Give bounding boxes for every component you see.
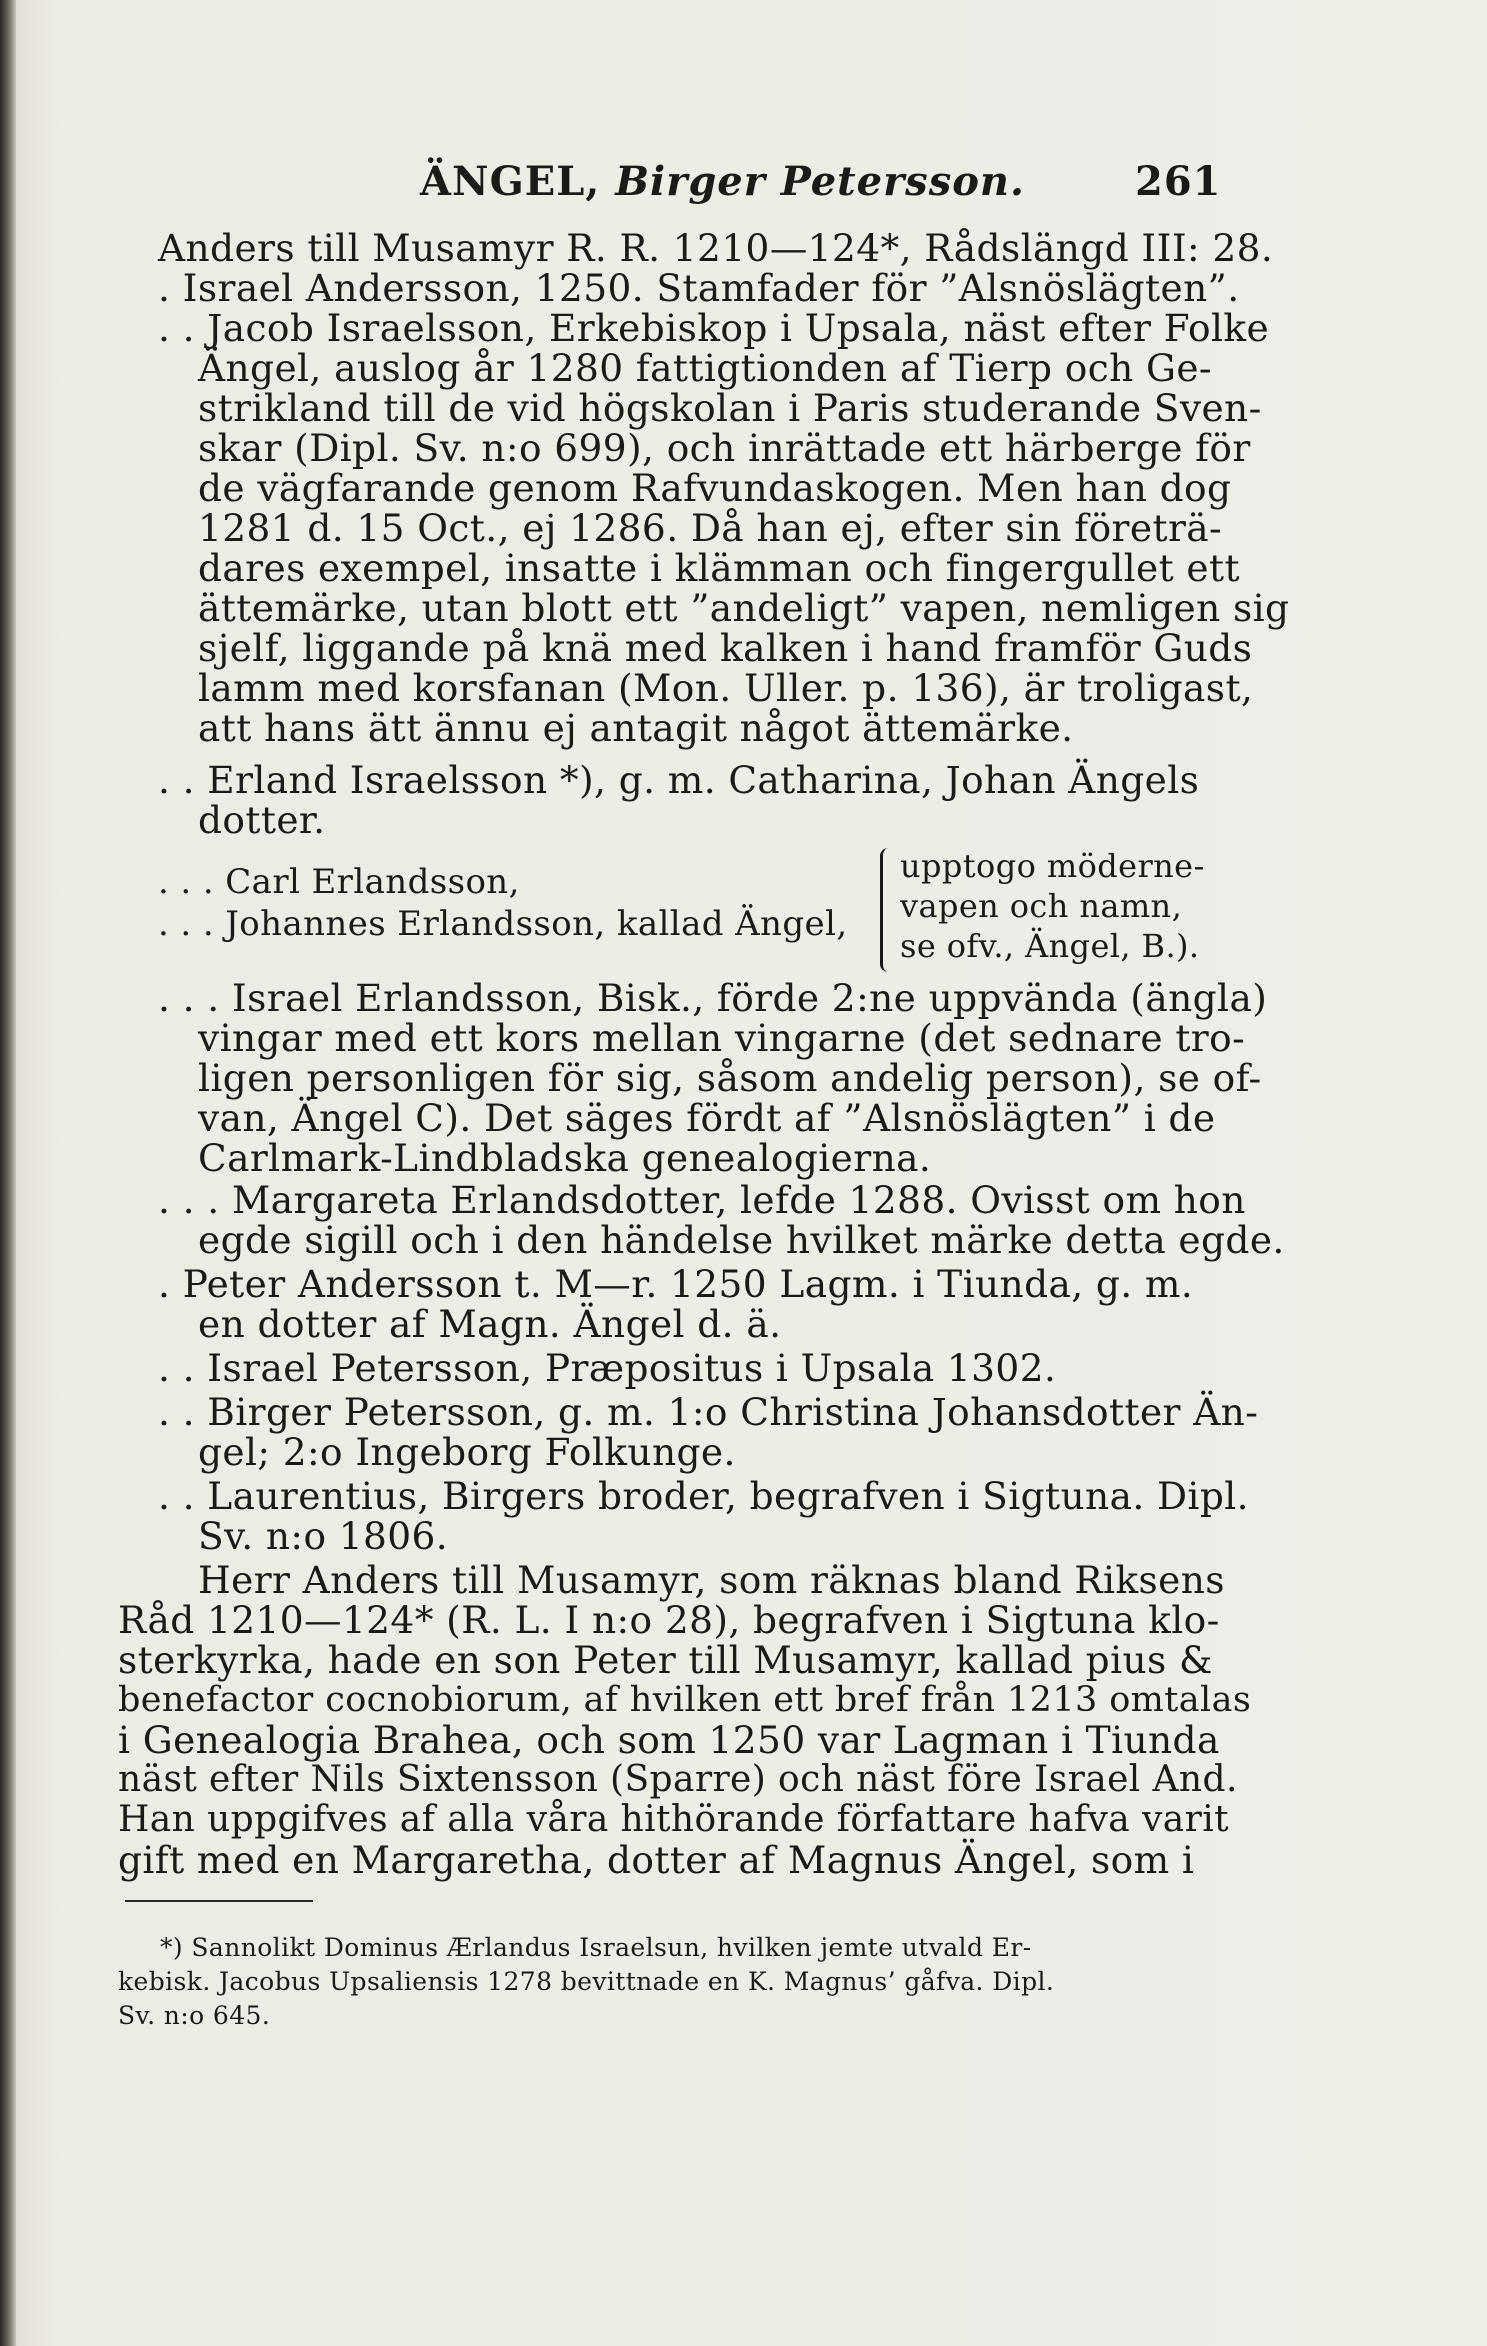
text-line: benefactor cocnobiorum, af hvilken ett bref från 1213 omtalas bbox=[118, 1680, 1252, 1720]
text-line: de vägfarande genom Rafvundaskogen. Men han dog bbox=[198, 466, 1232, 510]
text-line: . . Erland Israelsson *), g. m. Catharina, Johan Ängels bbox=[158, 758, 1200, 802]
text-line: 1281 d. 15 Oct., ej 1286. Då han ej, efter sin företrä- bbox=[198, 506, 1223, 550]
text-line: . . . Carl Erlandsson, bbox=[158, 862, 520, 902]
page-number: 261 bbox=[1135, 158, 1222, 205]
text-line: i Genealogia Brahea, och som 1250 var Lagman i Tiunda bbox=[118, 1718, 1220, 1762]
text-line: Sv. n:o 1806. bbox=[198, 1514, 449, 1558]
text-line: . . . Margareta Erlandsdotter, lefde 1288. Ovisst om hon bbox=[158, 1178, 1246, 1222]
text-line: gel; 2:o Ingeborg Folkunge. bbox=[198, 1430, 736, 1474]
text-line: skar (Dipl. Sv. n:o 699), och inrättade ett härberge för bbox=[198, 426, 1251, 470]
text-line: en dotter af Magn. Ängel d. ä. bbox=[198, 1302, 782, 1346]
text-line: Herr Anders till Musamyr, som räknas bland Riksens bbox=[198, 1558, 1225, 1602]
text-line: . . Birger Petersson, g. m. 1:o Christina Johansdotter Än- bbox=[158, 1390, 1259, 1434]
text-line: . . Laurentius, Birgers broder, begrafven i Sigtuna. Dipl. bbox=[158, 1474, 1249, 1518]
text-line: att hans ätt ännu ej antagit något ättemärke. bbox=[198, 706, 1074, 750]
header-title bbox=[420, 158, 1025, 205]
brace-note-line: vapen och namn, bbox=[900, 887, 1183, 925]
text-line: gift med en Margaretha, dotter af Magnus Ängel, som i bbox=[118, 1838, 1195, 1882]
text-line: ligen personligen för sig, såsom andelig person), se of- bbox=[198, 1056, 1262, 1100]
grouping-brace bbox=[880, 848, 899, 972]
text-line: . Israel Andersson, 1250. Stamfader för ”Alsnöslägten”. bbox=[158, 266, 1240, 310]
text-line: . Peter Andersson t. M—r. 1250 Lagm. i Tiunda, g. m. bbox=[158, 1262, 1194, 1306]
text-line: Han uppgifves af alla våra hithörande författare hafva varit bbox=[118, 1799, 1229, 1840]
text-line: strikland till de vid högskolan i Paris studerande Sven- bbox=[198, 386, 1262, 430]
text-line: egde sigill och i den händelse hvilket märke detta egde. bbox=[198, 1218, 1285, 1262]
text-line: näst efter Nils Sixtensson (Sparre) och näst före Israel And. bbox=[118, 1759, 1238, 1800]
header-name-italic: Birger Petersson. bbox=[615, 158, 1025, 205]
footnote-line: *) Sannolikt Dominus Ærlandus Israelsun, hvilken jemte utvald Er- bbox=[160, 1933, 1032, 1962]
running-header bbox=[420, 158, 1220, 214]
text-line: ättemärke, utan blott ett ”andeligt” vapen, nemligen sig bbox=[198, 586, 1290, 630]
text-line: vingar med ett kors mellan vingarne (det sednare tro- bbox=[198, 1016, 1246, 1060]
footnote-line: Sv. n:o 645. bbox=[118, 2001, 271, 2030]
text-line: van, Ängel C). Det säges fördt af ”Alsnöslägten” i de bbox=[198, 1096, 1216, 1140]
book-spine-edge bbox=[0, 0, 16, 2346]
text-line: . . Israel Petersson, Præpositus i Upsala 1302. bbox=[158, 1346, 1057, 1390]
text-line: . . Jacob Israelsson, Erkebiskop i Upsala, näst efter Folke bbox=[158, 306, 1270, 350]
text-line: . . . Israel Erlandsson, Bisk., förde 2:ne uppvända (ängla) bbox=[158, 976, 1268, 1020]
text-line: dares exempel, insatte i klämman och fingergullet ett bbox=[198, 546, 1240, 590]
text-line: sterkyrka, hade en son Peter till Musamyr, kallad pius & bbox=[118, 1638, 1213, 1682]
footnote-rule bbox=[125, 1900, 313, 1902]
brace-note-line: upptogo möderne- bbox=[900, 847, 1205, 885]
header-name-caps: ÄNGEL, bbox=[420, 158, 601, 205]
footnote-line: kebisk. Jacobus Upsaliensis 1278 bevittnade en K. Magnus’ gåfva. Dipl. bbox=[118, 1967, 1055, 1996]
text-line: Carlmark-Lindbladska genealogierna. bbox=[198, 1136, 932, 1180]
text-line: Anders till Musamyr R. R. 1210—124*, Rådslängd III: 28. bbox=[158, 226, 1274, 270]
text-line: Råd 1210—124* (R. L. I n:o 28), begrafven i Sigtuna klo- bbox=[118, 1598, 1220, 1642]
text-line: Ängel, auslog år 1280 fattigtionden af Tierp och Ge- bbox=[198, 346, 1212, 390]
text-line: lamm med korsfanan (Mon. Uller. p. 136), är troligast, bbox=[198, 666, 1254, 710]
text-line: dotter. bbox=[198, 798, 326, 842]
text-line: . . . Johannes Erlandsson, kallad Ängel, bbox=[158, 904, 848, 944]
text-line: sjelf, liggande på knä med kalken i hand framför Guds bbox=[198, 626, 1253, 670]
brace-note-line: se ofv., Ängel, B.). bbox=[900, 927, 1200, 965]
